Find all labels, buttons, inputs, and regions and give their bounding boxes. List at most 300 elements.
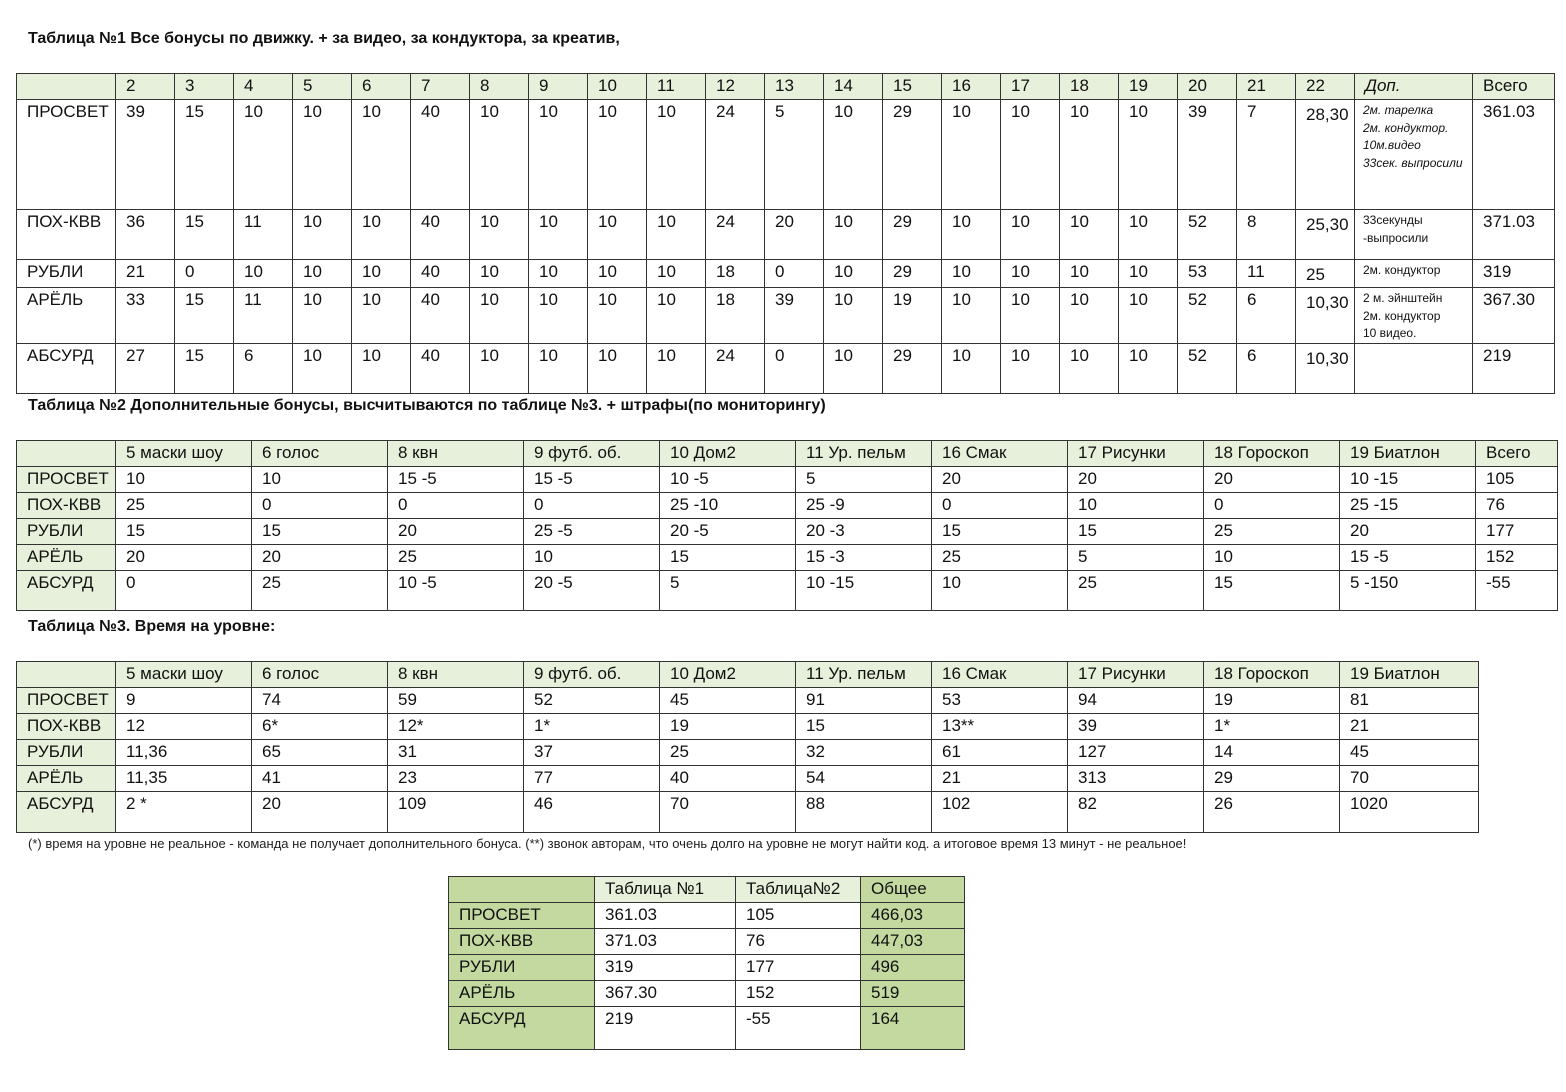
table3-header-cell (17, 662, 116, 688)
time-cell: 1* (1204, 714, 1340, 740)
total-cell: 319 (1473, 260, 1555, 288)
bonus-cell: 20 (1204, 467, 1340, 493)
time-cell: 2 * (116, 792, 252, 833)
time-cell: 82 (1068, 792, 1204, 833)
score-cell: 29 (883, 210, 942, 260)
bonus-cell: 15 (116, 519, 252, 545)
score-cell: 36 (116, 210, 175, 260)
overall-total-cell: 466,03 (861, 903, 965, 929)
bonus-cell: 10 (116, 467, 252, 493)
bonus-cell: 15 -5 (524, 467, 660, 493)
score-cell: 10 (293, 100, 352, 210)
time-cell: 15 (796, 714, 932, 740)
team-name: РУБЛИ (17, 519, 116, 545)
table1-header-cell: 19 (1119, 74, 1178, 100)
score-cell: 10 (824, 210, 883, 260)
table3-header-cell: 5 маски шоу (116, 662, 252, 688)
table3-header-cell: 9 футб. об. (524, 662, 660, 688)
score-cell: 7 (1237, 100, 1296, 210)
time-cell: 29 (1204, 766, 1340, 792)
bonus-cell: 25 -5 (524, 519, 660, 545)
bonus-cell: 20 (252, 545, 388, 571)
time-cell: 41 (252, 766, 388, 792)
score-cell: 10 (293, 210, 352, 260)
score-cell: 15 (175, 343, 234, 393)
bonus-cell: 20 -5 (660, 519, 796, 545)
time-cell: 45 (1340, 740, 1479, 766)
time-cell: 70 (1340, 766, 1479, 792)
score-cell: 52 (1178, 210, 1237, 260)
table1-header-cell: 12 (706, 74, 765, 100)
table3-header-cell: 16 Смак (932, 662, 1068, 688)
score-cell: 39 (116, 100, 175, 210)
score-cell: 11 (234, 210, 293, 260)
time-cell: 12* (388, 714, 524, 740)
score-cell: 8 (1237, 210, 1296, 260)
bonus-cell: 0 (932, 493, 1068, 519)
time-cell: 13** (932, 714, 1068, 740)
score-cell: 6 (1237, 343, 1296, 393)
time-cell: 6* (252, 714, 388, 740)
bonus-cell: 25 (252, 571, 388, 611)
table-row (17, 571, 1558, 611)
score-cell: 10 (1060, 210, 1119, 260)
table1-header-cell: 16 (942, 74, 1001, 100)
score-cell: 20 (765, 210, 824, 260)
total-cell: 371.03 (1473, 210, 1555, 260)
bonus-cell: 152 (1476, 545, 1558, 571)
summary-header-cell: Таблица№2 (736, 877, 861, 903)
score-cell: 10 (1119, 100, 1178, 210)
score-cell: 29 (883, 100, 942, 210)
time-cell: 19 (1204, 688, 1340, 714)
bonus-cell: 10 -15 (1340, 467, 1476, 493)
team-name: АРЁЛЬ (449, 981, 595, 1007)
score-cell: 10 (1119, 210, 1178, 260)
table-row (17, 343, 1555, 393)
bonus-cell: 10 -5 (388, 571, 524, 611)
table-row (17, 740, 1479, 766)
time-cell: 20 (252, 792, 388, 833)
team-name: АБСУРД (17, 343, 116, 393)
table1-header-cell: 21 (1237, 74, 1296, 100)
time-cell: 52 (524, 688, 660, 714)
table2-total-cell: 152 (736, 981, 861, 1007)
table-row (17, 519, 1558, 545)
table-row (17, 545, 1558, 571)
table-row (17, 792, 1479, 833)
table2 (16, 440, 1558, 611)
score-cell: 0 (765, 260, 824, 288)
score-cell: 10 (588, 288, 647, 344)
bonus-cell: 15 (660, 545, 796, 571)
time-cell: 46 (524, 792, 660, 833)
bonus-cell: 10 (1204, 545, 1340, 571)
time-cell: 12 (116, 714, 252, 740)
score-cell: 10 (1001, 260, 1060, 288)
time-cell: 1* (524, 714, 660, 740)
time-cell: 37 (524, 740, 660, 766)
score-cell: 10 (647, 210, 706, 260)
score-cell: 24 (706, 343, 765, 393)
bonus-cell: 20 -3 (796, 519, 932, 545)
time-cell: 11,36 (116, 740, 252, 766)
bonus-cell: 25 (388, 545, 524, 571)
bonus-cell: 0 (252, 493, 388, 519)
bonus-cell: 20 (388, 519, 524, 545)
team-name: АРЁЛЬ (17, 288, 116, 344)
extra-note-line: 2м. кондуктор (1363, 308, 1441, 323)
score-cell: 15 (175, 100, 234, 210)
score-cell: 40 (411, 100, 470, 210)
bonus-cell: -55 (1476, 571, 1558, 611)
score-cell: 10 (1060, 288, 1119, 344)
bonus-cell: 105 (1476, 467, 1558, 493)
bonus-cell: 20 (1068, 467, 1204, 493)
bonus-cell: 10 -5 (660, 467, 796, 493)
table1-header-cell: 6 (352, 74, 411, 100)
table-row (17, 100, 1555, 210)
score-cell: 10 (588, 260, 647, 288)
bonus-cell: 10 (1068, 493, 1204, 519)
extra-note-line: 10 видео. (1363, 326, 1417, 340)
score-cell: 10 (647, 260, 706, 288)
score-cell: 10 (1060, 343, 1119, 393)
table1-header-cell: 13 (765, 74, 824, 100)
table1-header-cell: 9 (529, 74, 588, 100)
table-row (449, 929, 965, 955)
score-cell: 25 (1296, 260, 1355, 288)
score-cell: 21 (116, 260, 175, 288)
table1-total-cell: 219 (595, 1007, 736, 1050)
bonus-cell: 20 (932, 467, 1068, 493)
bonus-cell: 5 (660, 571, 796, 611)
score-cell: 24 (706, 100, 765, 210)
score-cell: 10 (1060, 100, 1119, 210)
summary-header-cell: Общее (861, 877, 965, 903)
bonus-cell: 15 -5 (388, 467, 524, 493)
time-cell: 70 (660, 792, 796, 833)
table1-header-cell: 20 (1178, 74, 1237, 100)
time-cell: 31 (388, 740, 524, 766)
table2-header-cell: 17 Рисунки (1068, 441, 1204, 467)
time-cell: 39 (1068, 714, 1204, 740)
bonus-cell: 0 (524, 493, 660, 519)
score-cell: 40 (411, 343, 470, 393)
score-cell: 39 (1178, 100, 1237, 210)
score-cell: 29 (883, 260, 942, 288)
bonus-cell: 177 (1476, 519, 1558, 545)
table1-header-cell: 11 (647, 74, 706, 100)
score-cell: 29 (883, 343, 942, 393)
time-cell: 21 (932, 766, 1068, 792)
table-row (449, 1007, 965, 1050)
score-cell: 10 (942, 260, 1001, 288)
time-cell: 65 (252, 740, 388, 766)
bonus-cell: 10 -15 (796, 571, 932, 611)
summary-header-cell: Таблица №1 (595, 877, 736, 903)
score-cell: 10 (470, 343, 529, 393)
table2-header-row (17, 441, 1558, 467)
table1-header-cell: 3 (175, 74, 234, 100)
score-cell: 18 (706, 260, 765, 288)
time-cell: 127 (1068, 740, 1204, 766)
bonus-cell: 15 -3 (796, 545, 932, 571)
table-row (17, 210, 1555, 260)
score-cell: 0 (765, 343, 824, 393)
time-cell: 19 (660, 714, 796, 740)
table3-header-cell: 17 Рисунки (1068, 662, 1204, 688)
team-name: ПОХ-КВВ (17, 493, 116, 519)
total-cell: 219 (1473, 343, 1555, 393)
score-cell: 5 (765, 100, 824, 210)
team-name: РУБЛИ (17, 260, 116, 288)
table1-header-row (17, 74, 1555, 100)
time-cell: 11,35 (116, 766, 252, 792)
table2-header-cell: 11 Ур. пельм (796, 441, 932, 467)
score-cell: 33 (116, 288, 175, 344)
table3-header-cell: 11 Ур. пельм (796, 662, 932, 688)
summary-header-row (449, 877, 965, 903)
team-name: ПОХ-КВВ (17, 210, 116, 260)
score-cell: 10 (470, 260, 529, 288)
table3-title: Таблица №3. Время на уровне: (28, 618, 276, 635)
bonus-cell: 25 (1068, 571, 1204, 611)
score-cell: 10 (470, 100, 529, 210)
bonus-cell: 20 (116, 545, 252, 571)
table1-total-cell: 367.30 (595, 981, 736, 1007)
team-name: АРЁЛЬ (17, 766, 116, 792)
score-cell: 11 (234, 288, 293, 344)
team-name: РУБЛИ (449, 955, 595, 981)
time-cell: 9 (116, 688, 252, 714)
score-cell: 10 (1001, 100, 1060, 210)
table-row (17, 288, 1555, 344)
score-cell: 10 (588, 210, 647, 260)
table1-total-cell: 361.03 (595, 903, 736, 929)
score-cell: 0 (175, 260, 234, 288)
team-name: ПРОСВЕТ (449, 903, 595, 929)
bonus-cell: 5 (1068, 545, 1204, 571)
bonus-cell: 20 -5 (524, 571, 660, 611)
table3-header-cell: 6 голос (252, 662, 388, 688)
score-cell: 52 (1178, 288, 1237, 344)
table3 (16, 661, 1479, 833)
table2-header-cell: 5 маски шоу (116, 441, 252, 467)
score-cell: 10 (942, 288, 1001, 344)
score-cell: 40 (411, 288, 470, 344)
team-name: ПРОСВЕТ (17, 467, 116, 493)
score-cell: 10 (470, 288, 529, 344)
table2-header-cell: 9 футб. об. (524, 441, 660, 467)
bonus-cell: 5 -150 (1340, 571, 1476, 611)
score-cell: 10,30 (1296, 343, 1355, 393)
score-cell: 25,30 (1296, 210, 1355, 260)
extra-note-line: 2м. кондуктор. (1363, 120, 1449, 135)
score-cell: 10 (1119, 260, 1178, 288)
score-cell: 10 (352, 260, 411, 288)
score-cell: 24 (706, 210, 765, 260)
bonus-cell: 15 (1204, 571, 1340, 611)
score-cell: 27 (116, 343, 175, 393)
bonus-cell: 25 (932, 545, 1068, 571)
time-cell: 25 (660, 740, 796, 766)
team-name: АБСУРД (17, 792, 116, 833)
table1-header-cell: 14 (824, 74, 883, 100)
table1-header-cell (17, 74, 116, 100)
score-cell: 53 (1178, 260, 1237, 288)
extra-notes (1355, 100, 1473, 210)
extra-note-line: 33секунды -выпросили (1363, 213, 1429, 245)
table1 (16, 73, 1555, 394)
overall-total-cell: 447,03 (861, 929, 965, 955)
table3-header-cell: 8 квн (388, 662, 524, 688)
bonus-cell: 15 -5 (1340, 545, 1476, 571)
table3-header-cell: 19 Биатлон (1340, 662, 1479, 688)
score-cell: 10 (1001, 343, 1060, 393)
score-cell: 10 (352, 343, 411, 393)
score-cell: 10 (352, 100, 411, 210)
score-cell: 6 (1237, 288, 1296, 344)
extra-notes (1355, 210, 1473, 260)
bonus-cell: 0 (1204, 493, 1340, 519)
table-row (449, 903, 965, 929)
table2-header-cell: 16 Смак (932, 441, 1068, 467)
table1-header-cell: 22 (1296, 74, 1355, 100)
extra-notes (1355, 260, 1473, 288)
bonus-cell: 15 (252, 519, 388, 545)
table-row (17, 714, 1479, 740)
bonus-cell: 25 (1204, 519, 1340, 545)
score-cell: 11 (1237, 260, 1296, 288)
score-cell: 10 (352, 288, 411, 344)
table1-header-cell: Всего (1473, 74, 1555, 100)
table1-total-cell: 319 (595, 955, 736, 981)
score-cell: 10 (588, 343, 647, 393)
table-row (17, 493, 1558, 519)
time-cell: 102 (932, 792, 1068, 833)
table-row (17, 688, 1479, 714)
score-cell: 10,30 (1296, 288, 1355, 344)
score-cell: 10 (942, 343, 1001, 393)
score-cell: 28,30 (1296, 100, 1355, 210)
overall-total-cell: 164 (861, 1007, 965, 1050)
bonus-cell: 20 (1340, 519, 1476, 545)
score-cell: 39 (765, 288, 824, 344)
extra-notes (1355, 288, 1473, 344)
table2-total-cell: 76 (736, 929, 861, 955)
score-cell: 10 (1060, 260, 1119, 288)
score-cell: 10 (647, 343, 706, 393)
score-cell: 10 (529, 100, 588, 210)
score-cell: 10 (942, 210, 1001, 260)
team-name: ПОХ-КВВ (449, 929, 595, 955)
bonus-cell: 76 (1476, 493, 1558, 519)
table2-total-cell: 105 (736, 903, 861, 929)
table2-title: Таблица №2 Дополнительные бонусы, высчитываются по таблице №3. + штрафы(по мониторингу) (28, 397, 826, 414)
table1-header-cell: 10 (588, 74, 647, 100)
table1-total-cell: 371.03 (595, 929, 736, 955)
score-cell: 10 (529, 343, 588, 393)
table1-header-cell: 5 (293, 74, 352, 100)
time-cell: 21 (1340, 714, 1479, 740)
score-cell: 10 (352, 210, 411, 260)
team-name: АБСУРД (17, 571, 116, 611)
table-row (17, 467, 1558, 493)
time-cell: 91 (796, 688, 932, 714)
bonus-cell: 10 (252, 467, 388, 493)
time-cell: 77 (524, 766, 660, 792)
score-cell: 10 (1001, 288, 1060, 344)
table1-header-cell: 2 (116, 74, 175, 100)
score-cell: 10 (824, 288, 883, 344)
bonus-cell: 10 (524, 545, 660, 571)
score-cell: 10 (529, 210, 588, 260)
table1-header-cell: 4 (234, 74, 293, 100)
summary-table (448, 876, 965, 1050)
score-cell: 10 (647, 288, 706, 344)
team-name: ПРОСВЕТ (17, 688, 116, 714)
extra-note-line: 2м. тарелка (1363, 103, 1434, 117)
score-cell: 10 (529, 260, 588, 288)
bonus-cell: 5 (796, 467, 932, 493)
table1-header-cell: 8 (470, 74, 529, 100)
score-cell: 19 (883, 288, 942, 344)
bonus-cell: 25 -9 (796, 493, 932, 519)
table1-header-cell: Доп. (1355, 74, 1473, 100)
overall-total-cell: 519 (861, 981, 965, 1007)
extra-notes (1355, 343, 1473, 393)
extra-note-line: 33сек. выпросили (1363, 155, 1463, 170)
time-cell: 32 (796, 740, 932, 766)
team-name: АБСУРД (449, 1007, 595, 1050)
bonus-cell: 15 (1068, 519, 1204, 545)
table2-header-cell: 18 Гороскоп (1204, 441, 1340, 467)
table-row (17, 260, 1555, 288)
time-cell: 61 (932, 740, 1068, 766)
score-cell: 15 (175, 288, 234, 344)
table2-header-cell: 19 Биатлон (1340, 441, 1476, 467)
table2-header-cell: 10 Дом2 (660, 441, 796, 467)
score-cell: 10 (293, 260, 352, 288)
extra-note-line: 10м.видео (1363, 138, 1421, 152)
table1-header-cell: 17 (1001, 74, 1060, 100)
table2-total-cell: -55 (736, 1007, 861, 1050)
score-cell: 10 (824, 100, 883, 210)
time-cell: 59 (388, 688, 524, 714)
score-cell: 40 (411, 210, 470, 260)
table1-header-cell: 18 (1060, 74, 1119, 100)
score-cell: 15 (175, 210, 234, 260)
bonus-cell: 10 (932, 571, 1068, 611)
team-name: РУБЛИ (17, 740, 116, 766)
score-cell: 10 (529, 288, 588, 344)
table3-header-cell: 18 Гороскоп (1204, 662, 1340, 688)
score-cell: 10 (942, 100, 1001, 210)
score-cell: 10 (1119, 343, 1178, 393)
score-cell: 10 (588, 100, 647, 210)
overall-total-cell: 496 (861, 955, 965, 981)
table2-header-cell: 8 квн (388, 441, 524, 467)
score-cell: 10 (234, 260, 293, 288)
time-cell: 54 (796, 766, 932, 792)
score-cell: 10 (1119, 288, 1178, 344)
time-cell: 14 (1204, 740, 1340, 766)
table-row (449, 955, 965, 981)
time-cell: 94 (1068, 688, 1204, 714)
table1-header-cell: 15 (883, 74, 942, 100)
bonus-cell: 0 (116, 571, 252, 611)
